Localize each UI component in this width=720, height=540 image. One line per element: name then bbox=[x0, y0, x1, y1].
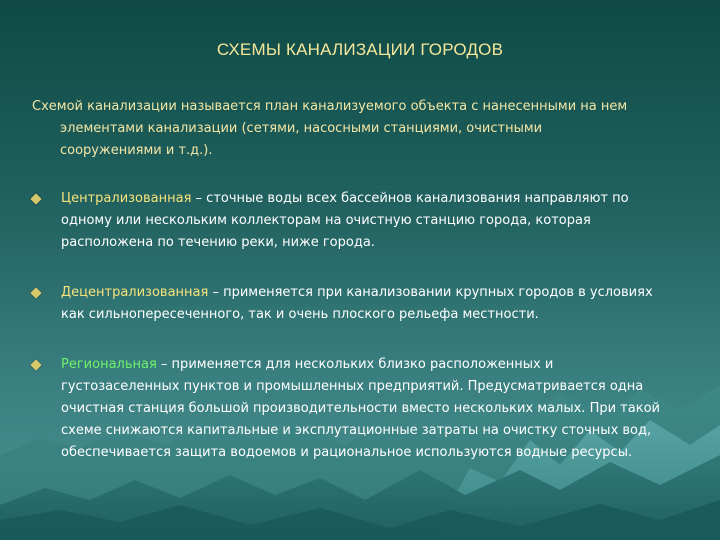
bullet-decentralized bbox=[32, 282, 672, 326]
bullet-description: – сточные воды всех бассейнов канализования направляют по одному или нескольким коллекторам на очистную станцию города, которая расположена по течению реки, ниже города. bbox=[61, 191, 629, 250]
intro-line-1: Схемой канализации называется план канализуемого объекта с нанесенными на нем bbox=[32, 99, 628, 114]
bullet-regional bbox=[32, 354, 672, 464]
bullet-term: Региональная bbox=[61, 357, 157, 372]
bullet-text bbox=[32, 282, 672, 326]
intro-line-2: элементами канализации (сетями, насосными станциями, очистными bbox=[60, 121, 543, 136]
bullet-text bbox=[32, 188, 672, 254]
slide-title: СХЕМЫ КАНАЛИЗАЦИИ ГОРОДОВ bbox=[216, 40, 504, 59]
bullet-term: Централизованная bbox=[61, 191, 192, 206]
intro-line-3: сооружениями и т.д.). bbox=[60, 143, 213, 158]
bullet-centralized bbox=[32, 188, 672, 254]
bullet-description: – применяется при канализовании крупных городов в условиях как сильнопересеченного, так и очень плоского рельефа местности. bbox=[61, 285, 653, 322]
bullet-text bbox=[32, 354, 672, 464]
bullet-description: – применяется для нескольких близко расположенных и густозаселенных пунктов и промышленных предприятий. Предусматривается одна очистная станция большой производительности вместо нескольких малых. При такой схеме снижаются капитальные и эксплутационные затраты на очистку сточных вод, обеспечивается защита водоемов и рациональное используются водные ресурсы. bbox=[61, 357, 660, 460]
bullet-term: Децентрализованная bbox=[61, 285, 209, 300]
intro-paragraph bbox=[32, 96, 672, 162]
